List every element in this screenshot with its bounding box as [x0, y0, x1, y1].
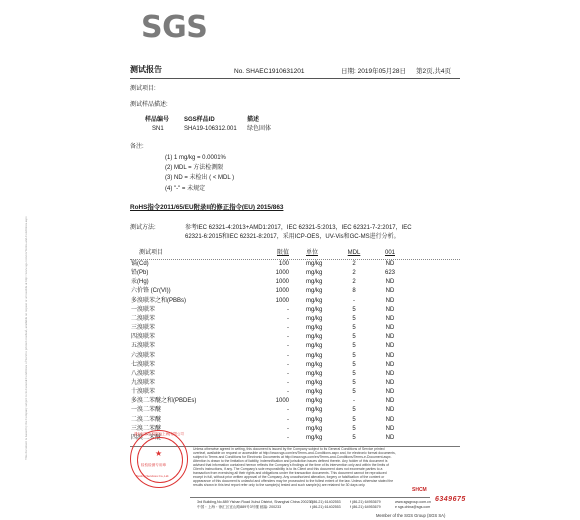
table-row [131, 270, 461, 279]
table-row [131, 261, 461, 270]
sgs-logo: SGS [141, 10, 208, 45]
limit-header: 限值 [276, 250, 289, 256]
unit-cell: mg/kg [306, 389, 323, 396]
email: e sgs.china@sgs.com [395, 505, 431, 509]
result-cell: ND [385, 389, 395, 396]
result-header: 001 [384, 250, 395, 256]
test-item-cell: 八溴联苯 [131, 370, 156, 377]
limit-cell: - [287, 407, 289, 414]
report-date: 日期: 2019年05月28日 [341, 68, 407, 75]
result-cell: ND [385, 315, 395, 322]
unit-cell: mg/kg [306, 398, 323, 405]
result-cell: ND [385, 425, 395, 432]
test-item-cell: 四溴二苯醚 [131, 434, 162, 441]
report-page [95, 0, 495, 520]
unit-cell: mg/kg [306, 279, 323, 286]
limit-cell: - [287, 425, 289, 432]
mdl-cell: - [353, 398, 355, 405]
unit-cell: mg/kg [306, 434, 323, 441]
side-disclaimer: This document is issued by the Company subject to its General Conditions of Service printed overleaf, available on request or accessible at http://www.sgs.com/en/Terms-and-Conditions.aspx [24, 216, 28, 460]
table-row [131, 353, 461, 362]
notes-label: 备注: [130, 144, 144, 150]
test-item-cell: 一溴二苯醚 [131, 407, 162, 414]
unit-cell: mg/kg [306, 325, 323, 332]
sample-no-header: 样品编号 [145, 117, 170, 123]
result-cell: ND [385, 279, 395, 286]
sample-description-label: 测试样品描述: [130, 102, 168, 108]
table-row [131, 398, 461, 407]
table-row [131, 362, 461, 371]
result-cell: ND [385, 361, 395, 368]
table-row [131, 288, 461, 297]
mdl-cell: - [353, 297, 355, 304]
limit-cell: - [287, 370, 289, 377]
mdl-cell: 5 [352, 343, 356, 350]
address-cn: 中国・上海・徐汇区宜山路889号3号楼 邮编: 200233 [197, 505, 282, 509]
test-method-line-2: 62321-6:2015和IEC 62321-8:2017，采用ICP-OES，UV-Vis和GC-MS进行分析。 [185, 234, 400, 240]
limit-cell: 1000 [275, 270, 289, 277]
mdl-cell: 5 [352, 325, 356, 332]
mdl-cell: 5 [352, 425, 356, 432]
disclaimer-line: Attention is drawn to the limitation of liability, indemnification and jurisdiction issues defined therein. Any holder of this document is [193, 459, 388, 463]
limit-cell: 1000 [275, 288, 289, 295]
result-cell: 623 [384, 270, 395, 277]
disclaimer-line: appearance of this document is unlawful and offenders may be prosecuted to the fullest extent of the law. Unless otherwise stated the [193, 479, 394, 483]
table-row [131, 325, 461, 334]
result-cell: ND [385, 352, 395, 359]
report-page-number: 第2页,共4页 [416, 68, 452, 75]
table-row [131, 380, 461, 389]
disclaimer-line: subject to Terms and Conditions for Electronic Documents at http://www.sgs.com/en/Terms-and-Conditions/Terms-e-Document.aspx. [193, 455, 392, 459]
limit-cell: 1000 [275, 398, 289, 405]
limit-cell: - [287, 389, 289, 396]
serial-number: 6349675 [435, 496, 466, 503]
result-cell: ND [385, 379, 395, 386]
result-cell: ND [385, 407, 395, 414]
result-cell: ND [385, 288, 395, 295]
mdl-cell: 8 [352, 288, 356, 295]
item-header: 测试项目 [139, 250, 164, 256]
sgs-sample-id-cell: SHA19-106312.001 [184, 126, 237, 132]
unit-cell: mg/kg [306, 297, 323, 304]
test-item-cell: 一溴联苯 [131, 306, 156, 313]
mdl-cell: 5 [352, 315, 356, 322]
mdl-cell: 5 [352, 416, 356, 423]
limit-cell: - [287, 315, 289, 322]
test-item-cell: 五溴联苯 [131, 343, 156, 350]
result-cell: ND [385, 306, 395, 313]
disclaimer-line: advised that information contained hereon reflects the Company's findings at the time of its intervention only and within the limits of [193, 463, 389, 467]
limit-cell: - [287, 379, 289, 386]
limit-cell: 1000 [275, 297, 289, 304]
unit-cell: mg/kg [306, 261, 323, 267]
star-icon: ★ [155, 449, 163, 458]
mdl-cell: 5 [352, 334, 356, 341]
limit-cell: - [287, 325, 289, 332]
unit-cell: mg/kg [306, 416, 323, 423]
table-row [131, 334, 461, 343]
disclaimer-line: overleaf, available on request or accessible at http://www.sgs.com/en/Terms-and-Conditions.aspx and, for electronic format documents, [193, 451, 396, 455]
phone-1: t (86-21) 61402553 [310, 500, 341, 504]
unit-cell: mg/kg [306, 361, 323, 368]
header-divider [130, 78, 460, 79]
unit-cell: mg/kg [306, 370, 323, 377]
note-item: (3) ND = 未检出 ( < MDL ) [165, 175, 235, 181]
result-cell: ND [385, 370, 395, 377]
mdl-cell: 5 [352, 370, 356, 377]
report-number: No. SHAEC1910631201 [234, 68, 305, 75]
disclaimer-line: Client's instructions, if any. The Company's sole responsibility is to its Client and this document does not exonerate parties to a [193, 467, 383, 471]
result-cell: ND [385, 297, 395, 304]
unit-header: 单位 [306, 250, 319, 256]
test-item-cell: 十溴联苯 [131, 389, 156, 396]
test-item-cell: 六价铬 (Cr(VI)) [131, 288, 171, 295]
unit-cell: mg/kg [306, 352, 323, 359]
mdl-cell: 5 [352, 352, 356, 359]
mdl-cell: 2 [352, 261, 356, 267]
rohs-heading: RoHS指令2011/65/EU附录II的修正指令(EU) 2015/863 [130, 204, 284, 211]
note-item: (2) MDL = 方法检测限 [165, 165, 224, 171]
limit-cell: 100 [278, 261, 289, 267]
member-text: Member of the SGS Group (SGS SA) [376, 513, 446, 518]
mdl-header: MDL [347, 250, 361, 256]
table-row [131, 298, 461, 307]
unit-cell: mg/kg [306, 379, 323, 386]
limit-cell: - [287, 416, 289, 423]
table-row [131, 343, 461, 352]
limit-cell: - [287, 434, 289, 441]
limit-cell: - [287, 361, 289, 368]
table-row [131, 307, 461, 316]
fax-2: f (86-21) 64953679 [350, 505, 381, 509]
test-item-label: 测试项目: [130, 86, 156, 92]
table-row [131, 371, 461, 380]
description-cell: 绿色固体 [247, 126, 272, 132]
unit-cell: mg/kg [306, 407, 323, 414]
unit-cell: mg/kg [306, 270, 323, 277]
results-header-divider [130, 259, 460, 260]
test-item-cell: 镉(Cd) [131, 261, 149, 267]
disclaimer-line: Unless otherwise agreed in writing, this document is issued by the Company subject to its General Conditions of Service printed [193, 447, 385, 451]
test-item-cell: 三溴二苯醚 [131, 425, 162, 432]
mdl-cell: 2 [352, 279, 356, 286]
test-item-cell: 多溴联苯之和(PBBs) [131, 297, 187, 304]
website: www.sgsgroup.com.cn [395, 500, 431, 504]
footer-divider [190, 497, 430, 498]
test-item-cell: 铅(Pb) [131, 270, 149, 277]
phone-2: t (86-21) 61402553 [310, 505, 341, 509]
disclaimer-line: transaction from exercising all their rights and obligations under the transaction documents. This document cannot be reproduced [193, 471, 387, 475]
test-method-label: 测试方法: [130, 225, 156, 231]
test-item-cell: 二溴二苯醚 [131, 416, 162, 423]
test-item-cell: 二溴联苯 [131, 315, 156, 322]
unit-cell: mg/kg [306, 315, 323, 322]
result-cell: ND [385, 416, 395, 423]
mdl-cell: 5 [352, 361, 356, 368]
disclaimer-line: except in full, without prior written approval of the Company. Any unauthorized alteration, forgery or falsification of the content or [193, 475, 385, 479]
test-item-cell: 九溴联苯 [131, 379, 156, 386]
table-row [131, 316, 461, 325]
note-item: (1) 1 mg/kg = 0.0001% [165, 155, 226, 161]
result-cell: ND [385, 325, 395, 332]
note-item: (4) "-" = 未规定 [165, 186, 206, 192]
description-header: 描述 [247, 117, 260, 123]
address-en: 3rd Building,No.889 Yishan Road Xuhui District, Shanghai China 200233 [197, 500, 313, 504]
sgs-sample-id-header: SGS样品ID [184, 117, 215, 123]
limit-cell: 1000 [275, 279, 289, 286]
unit-cell: mg/kg [306, 306, 323, 313]
result-cell: ND [385, 261, 395, 267]
test-item-cell: 七溴联苯 [131, 361, 156, 368]
result-cell: ND [385, 434, 395, 441]
disclaimer-line: results shown in this test report refer only to the sample(s) tested and such sample(s) are retained for 30 days only. [193, 483, 366, 487]
limit-cell: - [287, 306, 289, 313]
table-row [131, 407, 461, 416]
table-row [131, 279, 461, 288]
mdl-cell: 5 [352, 389, 356, 396]
unit-cell: mg/kg [306, 425, 323, 432]
results-header-row [131, 250, 461, 259]
sample-no-cell: SN1 [152, 126, 164, 132]
mdl-cell: 5 [352, 379, 356, 386]
company-stamp: ★ 通标标准技术服务(上海)有限公司 检验检测专用章 Testing Services Co.,Ltd. [130, 430, 188, 488]
test-item-cell: 六溴联苯 [131, 352, 156, 359]
test-item-cell: 汞(Hg) [131, 279, 149, 286]
fax-1: f (86-21) 64953679 [350, 500, 381, 504]
mdl-cell: 5 [352, 306, 356, 313]
table-row [131, 417, 461, 426]
shcm-label: SHCM [412, 487, 427, 493]
test-item-cell: 四溴联苯 [131, 334, 156, 341]
result-cell: ND [385, 398, 395, 405]
unit-cell: mg/kg [306, 334, 323, 341]
limit-cell: - [287, 343, 289, 350]
limit-cell: - [287, 352, 289, 359]
mdl-cell: 2 [352, 270, 356, 277]
limit-cell: - [287, 334, 289, 341]
mdl-cell: 5 [352, 434, 356, 441]
test-method-line-1: 参考IEC 62321-4:2013+AMD1:2017，IEC 62321-5:2013，IEC 62321-7-2:2017，IEC [185, 225, 412, 231]
test-item-cell: 三溴联苯 [131, 325, 156, 332]
result-cell: ND [385, 334, 395, 341]
test-item-cell: 多溴二苯醚之和(PBDEs) [131, 398, 197, 405]
table-row [131, 389, 461, 398]
unit-cell: mg/kg [306, 343, 323, 350]
result-cell: ND [385, 343, 395, 350]
mdl-cell: 5 [352, 407, 356, 414]
report-title: 测试报告 [130, 65, 162, 74]
unit-cell: mg/kg [306, 288, 323, 295]
